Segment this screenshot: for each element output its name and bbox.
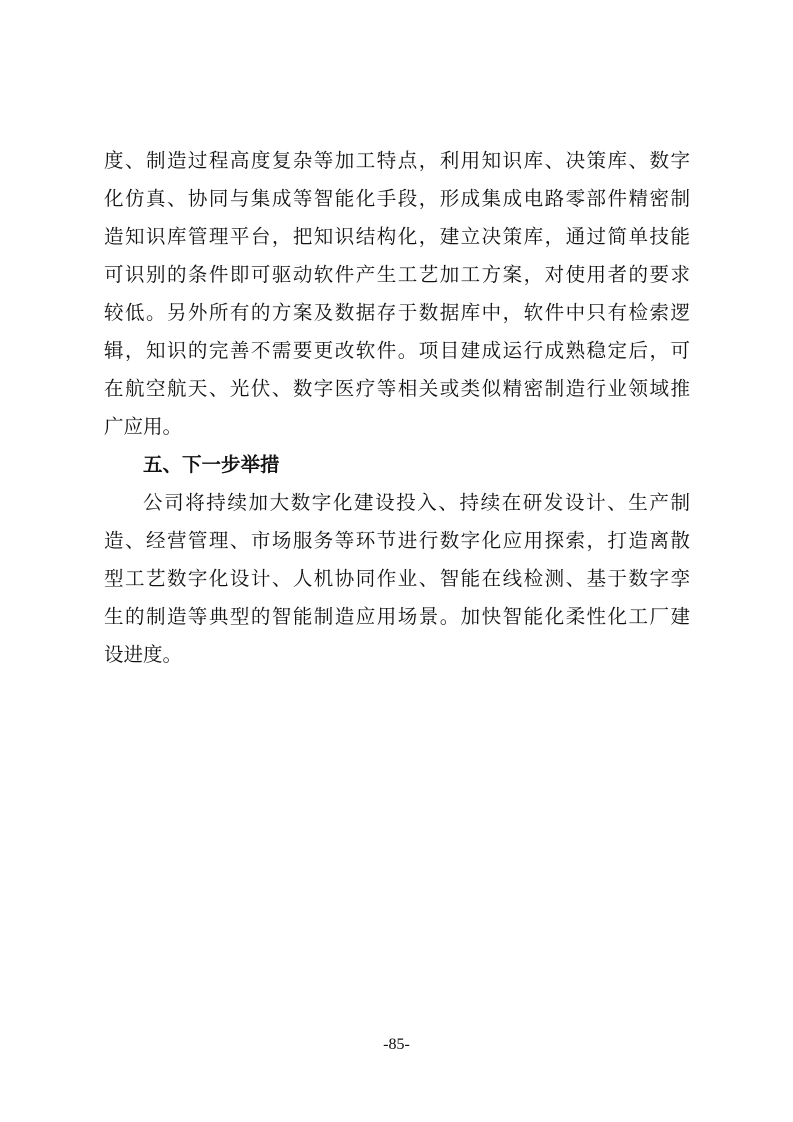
paragraph-2-line-2: 造、经营管理、市场服务等环节进行数字化应用探索，打造离散 (104, 529, 690, 552)
paragraph-2-line-4: 生的制造等典型的智能制造应用场景。加快智能化柔性化工厂建 (104, 605, 690, 628)
paragraph-1-line-2: 化仿真、协同与集成等智能化手段，形成集成电路零部件精密制 (104, 187, 690, 210)
paragraph-1-line-4: 可识别的条件即可驱动软件产生工艺加工方案，对使用者的要求 (104, 263, 690, 286)
paragraph-2-line-5: 设进度。 (104, 643, 183, 666)
section-heading: 五、下一步举措 (143, 453, 280, 476)
paragraph-1-line-3: 造知识库管理平台，把知识结构化，建立决策库，通过简单技能 (104, 225, 690, 248)
paragraph-1-line-5: 较低。另外所有的方案及数据存于数据库中，软件中只有检索逻 (104, 301, 690, 324)
paragraph-1-line-7: 在航空航天、光伏、数字医疗等相关或类似精密制造行业领域推 (104, 377, 690, 400)
paragraph-1-line-8: 广应用。 (104, 415, 183, 438)
page-number: -85- (383, 1036, 410, 1053)
paragraph-1-line-1: 度、制造过程高度复杂等加工特点，利用知识库、决策库、数字 (104, 149, 690, 172)
paragraph-2-line-3: 型工艺数字化设计、人机协同作业、智能在线检测、基于数字孪 (104, 567, 690, 590)
paragraph-2-line-1: 公司将持续加大数字化建设投入、持续在研发设计、生产制 (143, 491, 690, 514)
paragraph-1-line-6: 辑，知识的完善不需要更改软件。项目建成运行成熟稳定后，可 (104, 339, 690, 362)
